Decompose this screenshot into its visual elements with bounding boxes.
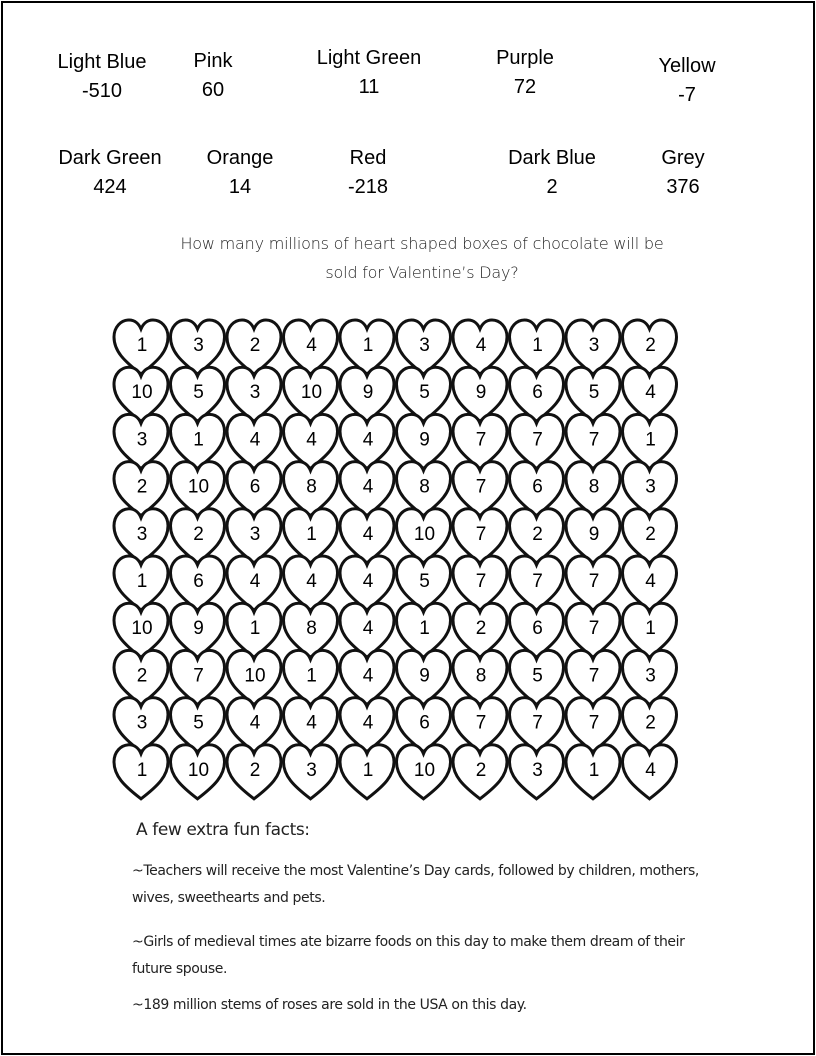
heart-cell[interactable] — [453, 320, 507, 374]
heart-cell[interactable] — [397, 603, 451, 657]
heart-cell[interactable] — [453, 414, 507, 468]
heart-cell[interactable] — [566, 745, 620, 799]
key-value: -510 — [81, 80, 123, 102]
heart-number: 2 — [249, 759, 261, 781]
heart-cell[interactable] — [171, 414, 225, 468]
heart-cell[interactable] — [340, 698, 394, 752]
heart-number: 3 — [136, 712, 148, 734]
heart-cell[interactable] — [397, 320, 451, 374]
heart-number: 4 — [362, 571, 374, 592]
key-value: 14 — [228, 176, 252, 198]
key-value: 60 — [201, 79, 225, 101]
heart-number: 1 — [193, 429, 204, 451]
heart-cell[interactable] — [623, 650, 677, 704]
heart-number: 2 — [136, 665, 148, 687]
heart-number: 3 — [645, 665, 656, 687]
heart-number: 1 — [419, 618, 430, 640]
heart-number: 2 — [475, 618, 487, 640]
heart-cell[interactable] — [453, 367, 507, 421]
heart-cell[interactable] — [284, 698, 338, 752]
heart-number: 1 — [645, 429, 656, 451]
heart-cell[interactable] — [623, 414, 677, 468]
heart-number: 3 — [306, 759, 317, 781]
heart-cell[interactable] — [171, 556, 225, 610]
heart-number: 1 — [136, 335, 148, 356]
heart-cell[interactable] — [397, 367, 451, 421]
heart-cell[interactable] — [171, 603, 225, 657]
heart-cell[interactable] — [566, 462, 620, 516]
heart-number: 1 — [249, 618, 261, 640]
heart-cell[interactable] — [171, 650, 225, 704]
heart-cell[interactable] — [284, 603, 338, 657]
heart-number: 3 — [249, 523, 261, 545]
key-color: Light Green — [316, 47, 422, 69]
heart-cell[interactable] — [510, 414, 564, 468]
heart-number: 5 — [193, 712, 204, 734]
heart-cell[interactable] — [284, 556, 338, 610]
heart-number: 7 — [475, 571, 487, 592]
heart-number: 3 — [249, 382, 261, 404]
heart-number: 9 — [419, 429, 430, 451]
key-value: 376 — [666, 176, 700, 198]
heart-number: 2 — [136, 476, 148, 498]
heart-number: 7 — [588, 618, 600, 640]
heart-cell[interactable] — [510, 509, 564, 563]
heart-cell[interactable] — [284, 745, 338, 799]
heart-cell[interactable] — [453, 698, 507, 752]
heart-number: 8 — [306, 476, 317, 498]
heart-cell[interactable] — [397, 509, 451, 563]
heart-number: 7 — [532, 571, 543, 592]
fact-item: ~Teachers will receive the most Valentine’s Day cards, followed by children, mothers, wives, sweethearts and pets. — [132, 863, 699, 906]
heart-cell[interactable] — [284, 414, 338, 468]
heart-cell[interactable] — [453, 509, 507, 563]
heart-cell[interactable] — [623, 509, 677, 563]
heart-number: 1 — [532, 335, 543, 356]
key-value: 72 — [513, 76, 537, 98]
heart-cell[interactable] — [114, 367, 168, 421]
heart-number: 6 — [532, 476, 543, 498]
heart-number: 4 — [645, 759, 656, 781]
heart-cell[interactable] — [510, 320, 564, 374]
heart-number: 3 — [588, 335, 600, 356]
key-value: 11 — [358, 76, 380, 98]
heart-number: 4 — [306, 429, 317, 451]
heart-cell[interactable] — [227, 650, 281, 704]
heart-cell[interactable] — [171, 509, 225, 563]
heart-number: 3 — [136, 429, 148, 451]
heart-cell[interactable] — [227, 320, 281, 374]
heart-cell[interactable] — [114, 698, 168, 752]
heart-number: 4 — [249, 712, 261, 734]
heart-cell[interactable] — [114, 509, 168, 563]
heart-cell[interactable] — [171, 320, 225, 374]
heart-cell[interactable] — [284, 462, 338, 516]
heart-cell[interactable] — [227, 462, 281, 516]
heart-cell[interactable] — [453, 603, 507, 657]
heart-cell[interactable] — [340, 320, 394, 374]
heart-cell[interactable] — [340, 462, 394, 516]
heart-number: 7 — [588, 429, 600, 451]
heart-cell[interactable] — [453, 745, 507, 799]
heart-cell[interactable] — [566, 603, 620, 657]
heart-cell[interactable] — [284, 509, 338, 563]
key-color: Red — [349, 147, 387, 169]
heart-number: 3 — [193, 335, 204, 356]
heart-cell[interactable] — [227, 745, 281, 799]
heart-cell[interactable] — [284, 650, 338, 704]
heart-number: 4 — [249, 571, 261, 592]
key-color: Dark Blue — [508, 147, 596, 169]
heart-cell[interactable] — [397, 698, 451, 752]
heart-number: 9 — [193, 618, 204, 640]
heart-cell[interactable] — [171, 462, 225, 516]
heart-cell[interactable] — [566, 650, 620, 704]
heart-number: 7 — [193, 665, 204, 687]
heart-number: 10 — [413, 523, 436, 545]
heart-cell[interactable] — [171, 745, 225, 799]
heart-cell[interactable] — [623, 698, 677, 752]
heart-cell[interactable] — [227, 698, 281, 752]
heart-cell[interactable] — [397, 414, 451, 468]
key-value: -7 — [678, 84, 696, 106]
heart-number: 5 — [419, 382, 430, 404]
heart-number: 1 — [645, 618, 656, 640]
heart-number: 5 — [588, 382, 600, 404]
heart-number: 10 — [131, 382, 153, 404]
key-color: Purple — [496, 47, 554, 69]
heart-number: 1 — [362, 335, 374, 356]
heart-number: 6 — [193, 571, 204, 592]
heart-cell[interactable] — [566, 414, 620, 468]
heart-cell[interactable] — [340, 509, 394, 563]
heart-cell[interactable] — [566, 556, 620, 610]
heart-number: 4 — [362, 523, 374, 545]
heart-number: 1 — [306, 665, 317, 687]
heart-cell[interactable] — [623, 745, 677, 799]
heart-cell[interactable] — [340, 603, 394, 657]
heart-number: 2 — [193, 523, 204, 545]
heart-number: 9 — [475, 382, 487, 404]
heart-number: 2 — [249, 335, 261, 356]
heart-cell[interactable] — [227, 509, 281, 563]
heart-number: 4 — [645, 571, 656, 592]
heart-number: 1 — [362, 759, 374, 781]
heart-cell[interactable] — [623, 556, 677, 610]
heart-cell[interactable] — [623, 320, 677, 374]
heart-number: 5 — [193, 382, 204, 404]
heart-cell[interactable] — [227, 367, 281, 421]
heart-number: 10 — [131, 618, 153, 640]
heart-cell[interactable] — [510, 603, 564, 657]
heart-number: 3 — [532, 759, 543, 781]
heart-cell[interactable] — [453, 650, 507, 704]
heart-cell[interactable] — [340, 414, 394, 468]
heart-cell[interactable] — [566, 698, 620, 752]
heart-number: 7 — [475, 712, 487, 734]
heart-number: 9 — [588, 523, 600, 545]
heart-cell[interactable] — [340, 650, 394, 704]
heart-number: 7 — [588, 712, 600, 734]
heart-number: 4 — [306, 335, 317, 356]
heart-number: 7 — [475, 476, 487, 498]
heart-number: 1 — [306, 523, 317, 545]
heart-number: 4 — [362, 476, 374, 498]
heart-number: 4 — [362, 429, 374, 451]
heart-number: 8 — [419, 476, 430, 498]
heart-cell[interactable] — [566, 367, 620, 421]
heart-cell[interactable] — [566, 320, 620, 374]
heart-cell[interactable] — [114, 320, 168, 374]
heart-number: 4 — [306, 712, 317, 734]
heart-cell[interactable] — [227, 603, 281, 657]
heart-cell[interactable] — [227, 556, 281, 610]
heart-cell[interactable] — [510, 462, 564, 516]
fact-item: ~Girls of medieval times ate bizarre foods on this day to make them dream of their future spouse. — [132, 934, 685, 977]
heart-number: 1 — [588, 759, 600, 781]
key-color: Dark Green — [58, 147, 162, 169]
heart-number: 6 — [249, 476, 261, 498]
heart-number: 4 — [645, 382, 656, 404]
heart-number: 2 — [475, 759, 487, 781]
heart-number: 2 — [645, 335, 656, 356]
heart-number: 4 — [249, 429, 261, 451]
heart-number: 8 — [588, 476, 600, 498]
heart-cell[interactable] — [340, 745, 394, 799]
heart-number: 8 — [306, 618, 317, 640]
heart-number: 10 — [413, 759, 436, 781]
heart-cell[interactable] — [340, 556, 394, 610]
heart-number: 1 — [136, 571, 148, 592]
heart-number: 7 — [532, 712, 543, 734]
heart-number: 8 — [475, 665, 487, 687]
heart-cell[interactable] — [453, 556, 507, 610]
heart-number: 2 — [645, 712, 656, 734]
question-line-1: How many millions of heart shaped boxes of chocolate will be — [180, 234, 664, 253]
heart-cell[interactable] — [397, 650, 451, 704]
heart-number: 10 — [187, 759, 210, 781]
heart-cell[interactable] — [114, 745, 168, 799]
heart-cell[interactable] — [114, 556, 168, 610]
heart-number: 10 — [244, 665, 266, 687]
heart-number: 4 — [362, 665, 374, 687]
key-value: 424 — [93, 176, 127, 198]
heart-cell[interactable] — [623, 603, 677, 657]
heart-cell[interactable] — [171, 367, 225, 421]
heart-number: 2 — [645, 523, 656, 545]
heart-cell[interactable] — [171, 698, 225, 752]
heart-number: 4 — [306, 571, 317, 592]
heart-number: 9 — [362, 382, 374, 404]
facts-heading: A few extra fun facts: — [136, 820, 310, 840]
heart-cell[interactable] — [510, 556, 564, 610]
heart-number: 7 — [475, 429, 487, 451]
key-color: Light Blue — [57, 51, 147, 73]
heart-cell[interactable] — [227, 414, 281, 468]
heart-number: 6 — [419, 712, 430, 734]
heart-cell[interactable] — [566, 509, 620, 563]
heart-number: 5 — [419, 571, 430, 592]
question-line-2: sold for Valentine’s Day? — [325, 263, 519, 282]
heart-cell[interactable] — [340, 367, 394, 421]
key-value: 2 — [546, 176, 558, 198]
heart-cell[interactable] — [397, 556, 451, 610]
heart-number: 3 — [419, 335, 430, 356]
fact-item: ~189 million stems of roses are sold in the USA on this day. — [132, 997, 527, 1013]
heart-cell[interactable] — [453, 462, 507, 516]
heart-cell[interactable] — [510, 367, 564, 421]
heart-cell[interactable] — [397, 462, 451, 516]
heart-cell[interactable] — [114, 603, 168, 657]
key-color: Yellow — [658, 55, 716, 77]
heart-number: 7 — [532, 429, 543, 451]
heart-number: 1 — [136, 759, 148, 781]
key-color: Orange — [206, 147, 274, 169]
heart-number: 7 — [475, 523, 487, 545]
heart-number: 3 — [136, 523, 148, 545]
heart-number: 5 — [532, 665, 543, 687]
heart-cell[interactable] — [510, 745, 564, 799]
heart-cell[interactable] — [510, 698, 564, 752]
heart-cell[interactable] — [114, 414, 168, 468]
heart-cell[interactable] — [114, 462, 168, 516]
heart-number: 3 — [645, 476, 656, 498]
heart-number: 4 — [362, 712, 374, 734]
heart-number: 7 — [588, 665, 600, 687]
heart-cell[interactable] — [284, 320, 338, 374]
key-value: -218 — [347, 176, 389, 198]
heart-number: 2 — [532, 523, 543, 545]
heart-cell[interactable] — [623, 462, 677, 516]
heart-cell[interactable] — [623, 367, 677, 421]
heart-number: 7 — [588, 571, 600, 592]
heart-number: 9 — [419, 665, 430, 687]
heart-number: 10 — [187, 476, 210, 498]
heart-number: 4 — [362, 618, 374, 640]
heart-cell[interactable] — [510, 650, 564, 704]
heart-number: 6 — [532, 618, 543, 640]
heart-number: 10 — [300, 382, 323, 404]
key-color: Grey — [661, 147, 705, 169]
heart-cell[interactable] — [284, 367, 338, 421]
heart-cell[interactable] — [114, 650, 168, 704]
heart-number: 4 — [475, 335, 487, 356]
heart-number: 6 — [532, 382, 543, 404]
key-color: Pink — [193, 50, 233, 72]
heart-cell[interactable] — [397, 745, 451, 799]
